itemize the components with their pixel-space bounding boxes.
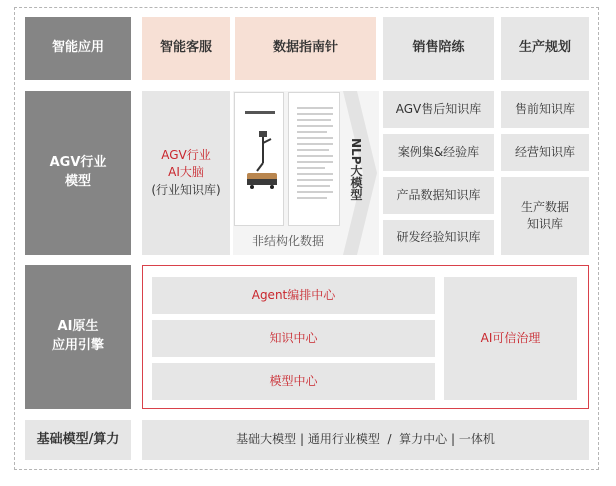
engine-center-label: 知识中心 bbox=[269, 330, 318, 345]
doc-line bbox=[297, 173, 333, 175]
engine-knowledge-center bbox=[152, 320, 435, 357]
document-text-page bbox=[288, 92, 340, 226]
agv-brain-line: (行业知识库) bbox=[151, 182, 221, 197]
layer-label-engine bbox=[25, 265, 131, 409]
app-item-label: 数据指南针 bbox=[272, 40, 338, 56]
kb-rd-experience bbox=[383, 220, 494, 255]
unstructured-data-caption: 非结构化数据 bbox=[251, 234, 324, 248]
layer-label-engine-line: AI原生 bbox=[57, 319, 99, 335]
layer-label-base bbox=[25, 420, 131, 460]
layer-label-agv bbox=[25, 91, 131, 255]
kb-label: 经营知识库 bbox=[514, 144, 575, 159]
kb-agv-after-sales bbox=[383, 91, 494, 128]
engine-trusted-governance bbox=[444, 277, 577, 400]
agv-robot-icon bbox=[235, 93, 285, 227]
doc-line bbox=[297, 179, 333, 181]
kb-case-experience bbox=[383, 134, 494, 171]
kb-label: 生产数据 bbox=[520, 199, 569, 214]
kb-label: AGV售后知识库 bbox=[395, 101, 482, 116]
app-item-label: 生产规划 bbox=[518, 40, 571, 56]
app-production-planning bbox=[501, 17, 589, 80]
doc-line bbox=[297, 125, 333, 127]
app-data-compass bbox=[235, 17, 376, 80]
app-item-label: 智能客服 bbox=[159, 40, 212, 56]
doc-line bbox=[297, 155, 333, 157]
base-content-text: 基础大模型 | 通用行业模型 / 算力中心 | 一体机 bbox=[236, 432, 495, 447]
doc-line bbox=[297, 161, 333, 163]
kb-label: 知识库 bbox=[526, 217, 563, 231]
doc-line bbox=[297, 107, 333, 109]
nlp-model-label: NLP大模型 bbox=[349, 138, 363, 201]
layer-label-agv-line: 模型 bbox=[64, 174, 91, 189]
kb-pre-sales bbox=[501, 91, 589, 128]
kb-label: 售前知识库 bbox=[514, 101, 575, 116]
layer-label-engine-line: 应用引擎 bbox=[51, 338, 104, 353]
doc-line bbox=[297, 113, 333, 115]
layer-label-app-text: 智能应用 bbox=[51, 40, 104, 56]
document-robot-image bbox=[234, 92, 284, 226]
base-content bbox=[142, 420, 589, 460]
agv-brain-line: AI大脑 bbox=[168, 165, 204, 180]
engine-agent-center bbox=[152, 277, 435, 314]
doc-line bbox=[297, 143, 333, 145]
agv-ai-brain bbox=[142, 91, 230, 255]
layer-label-app bbox=[25, 17, 131, 80]
doc-line bbox=[297, 185, 330, 187]
kb-production-data bbox=[501, 177, 589, 255]
doc-line bbox=[297, 119, 331, 121]
engine-governance-label: AI可信治理 bbox=[480, 330, 541, 345]
engine-center-label: Agent编排中心 bbox=[251, 287, 336, 302]
app-smart-customer-service bbox=[142, 17, 230, 80]
kb-operations bbox=[501, 134, 589, 171]
engine-model-center bbox=[152, 363, 435, 400]
doc-line bbox=[297, 191, 333, 193]
app-item-label: 销售陪练 bbox=[412, 40, 465, 56]
doc-line bbox=[297, 149, 329, 151]
doc-line bbox=[297, 167, 325, 169]
kb-label: 研发经验知识库 bbox=[396, 229, 481, 244]
doc-line bbox=[297, 131, 327, 133]
kb-label: 产品数据知识库 bbox=[396, 187, 481, 202]
layer-label-base-text: 基础模型/算力 bbox=[36, 431, 120, 447]
layer-label-agv-line: AGV行业 bbox=[49, 155, 107, 171]
kb-label: 案例集&经验库 bbox=[397, 144, 480, 159]
kb-product-data bbox=[383, 177, 494, 214]
agv-brain-line: AGV行业 bbox=[161, 147, 211, 162]
engine-center-label: 模型中心 bbox=[269, 373, 318, 388]
doc-line bbox=[297, 137, 333, 139]
doc-line bbox=[297, 197, 327, 199]
app-sales-training bbox=[383, 17, 494, 80]
